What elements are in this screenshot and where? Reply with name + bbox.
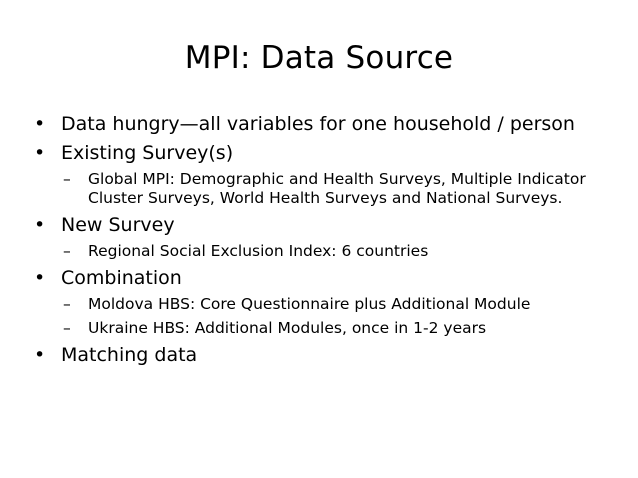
- sub-bullet-item: [63, 319, 614, 338]
- dash-icon: –: [63, 242, 71, 260]
- bullet-item: [34, 213, 614, 237]
- bullet-icon: •: [34, 267, 46, 289]
- bullet-text: Existing Survey(s): [61, 142, 234, 164]
- sub-bullet-text: Moldova HBS: Core Questionnaire plus Additional Module: [88, 295, 531, 313]
- bullet-icon: •: [34, 214, 46, 236]
- bullet-item: [34, 266, 614, 290]
- bullet-text: Combination: [61, 267, 182, 289]
- sub-bullet-text: Global MPI: Demographic and Health Surveys, Multiple Indicator Cluster Surveys, World Health Surveys and National Surveys.: [88, 170, 586, 207]
- bullet-text: New Survey: [61, 214, 175, 236]
- bullet-item: [34, 343, 614, 367]
- dash-icon: –: [63, 170, 71, 188]
- sub-bullet-item: [63, 295, 614, 314]
- sub-bullet-text: Ukraine HBS: Additional Modules, once in 1-2 years: [88, 319, 487, 337]
- bullet-icon: •: [34, 344, 46, 366]
- dash-icon: –: [63, 295, 71, 313]
- bullet-text: Matching data: [61, 344, 198, 366]
- sub-bullet-text: Regional Social Exclusion Index: 6 countries: [88, 242, 429, 260]
- sub-bullet-item: [63, 170, 614, 208]
- dash-icon: –: [63, 319, 71, 337]
- bullet-item: [34, 112, 614, 136]
- bullet-icon: •: [34, 142, 46, 164]
- bullet-text: Data hungry—all variables for one household / person: [61, 113, 575, 135]
- sub-bullet-item: [63, 242, 614, 261]
- bullet-item: [34, 141, 614, 165]
- slide-title: MPI: Data Source: [184, 40, 454, 76]
- slide-body: [34, 112, 614, 372]
- bullet-icon: •: [34, 113, 46, 135]
